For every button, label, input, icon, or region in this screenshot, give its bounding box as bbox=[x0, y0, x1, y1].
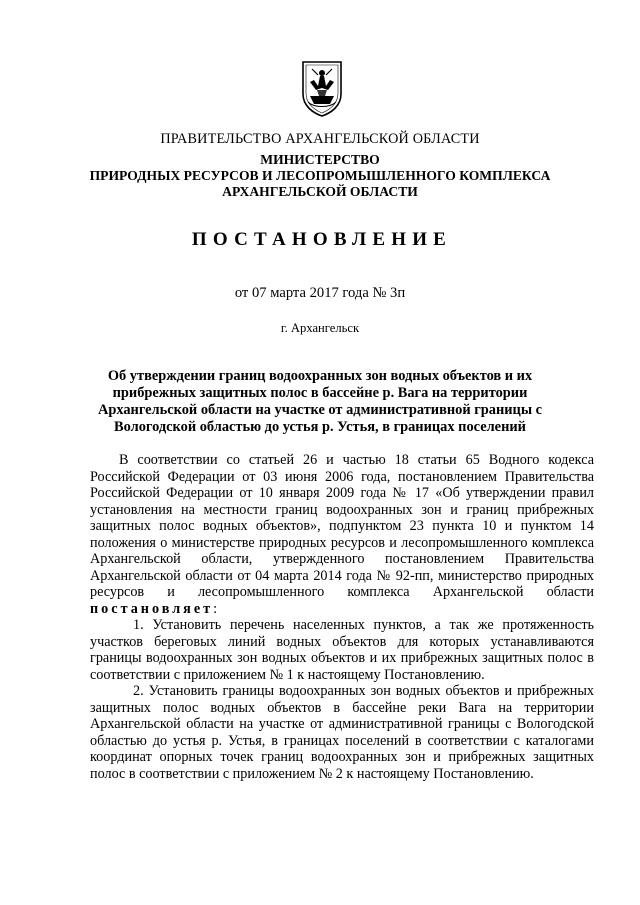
document-subject bbox=[0, 368, 640, 436]
government-name: ПРАВИТЕЛЬСТВО АРХАНГЕЛЬСКОЙ ОБЛАСТИ bbox=[160, 131, 480, 147]
resolution-item: 2. Установить границы водоохранных зон водных объектов и прибрежных защитных полос водных объектов в бассейне реки Вага на территории Архангельской области на участке от административной границы с Вологодской областью до устья р. Устья, в границах поселений в соответствии с каталогами координат опорных точек границ водоохранных зон и прибрежных защитных полос в соответствии с приложением № 2 к настоящему Постановлению. bbox=[90, 683, 594, 782]
resolution-item: 1. Установить перечень населенных пунктов, а так же протяженность участков береговых линий водных объектов для которых устанавливаются границы водоохранных зон водных объектов и их прибрежных защитных полос в соответствии с приложением № 1 к настоящему Постановлению. bbox=[90, 617, 594, 683]
document-type: ПОСТАНОВЛЕНИЕ bbox=[191, 229, 453, 250]
ministry-line: МИНИСТЕРСТВО bbox=[260, 152, 380, 167]
subject-line: Вологодской областью до устья р. Устья, в границах поселений bbox=[114, 419, 526, 435]
document-body bbox=[90, 452, 594, 782]
document-city: г. Архангельск bbox=[280, 321, 360, 335]
ministry-line: ПРИРОДНЫХ РЕСУРСОВ И ЛЕСОПРОМЫШЛЕННОГО КОМПЛЕКСА bbox=[89, 168, 551, 183]
ministry-name bbox=[0, 152, 640, 200]
coat-of-arms-icon bbox=[300, 60, 344, 118]
document-date-number: от 07 марта 2017 года № 3п bbox=[234, 285, 406, 301]
resolves-colon: : bbox=[213, 600, 218, 617]
ministry-line: АРХАНГЕЛЬСКОЙ ОБЛАСТИ bbox=[222, 184, 418, 199]
subject-line: прибрежных защитных полос в бассейне р. Вага на территории bbox=[112, 385, 528, 401]
resolves-word: постановляет bbox=[90, 600, 214, 617]
preamble-text: В соответствии со статьей 26 и частью 18 статьи 65 Водного кодекса Российской Федерации от 03 июня 2006 года, постановлением Правительства Российской Федерации от 10 января 2009 года № 17 «Об утверждении правил установления на местности границ водоохранных зон и границ прибрежных защитных полос водных объектов», подпунктом 23 пункта 10 и пунктом 14 положения о министерстве природных ресурсов и лесопромышленного комплекса Архангельской области, утвержденного постановлением Правительства Архангельской области от 04 марта 2014 года № 92-пп, министерство природных ресурсов и лесопромышленного комплекса Архангельской области bbox=[90, 452, 594, 600]
preamble-paragraph bbox=[90, 452, 594, 617]
subject-line: Об утверждении границ водоохранных зон водных объектов и их bbox=[107, 368, 533, 384]
subject-line: Архангельской области на участке от административной границы с bbox=[97, 402, 543, 418]
